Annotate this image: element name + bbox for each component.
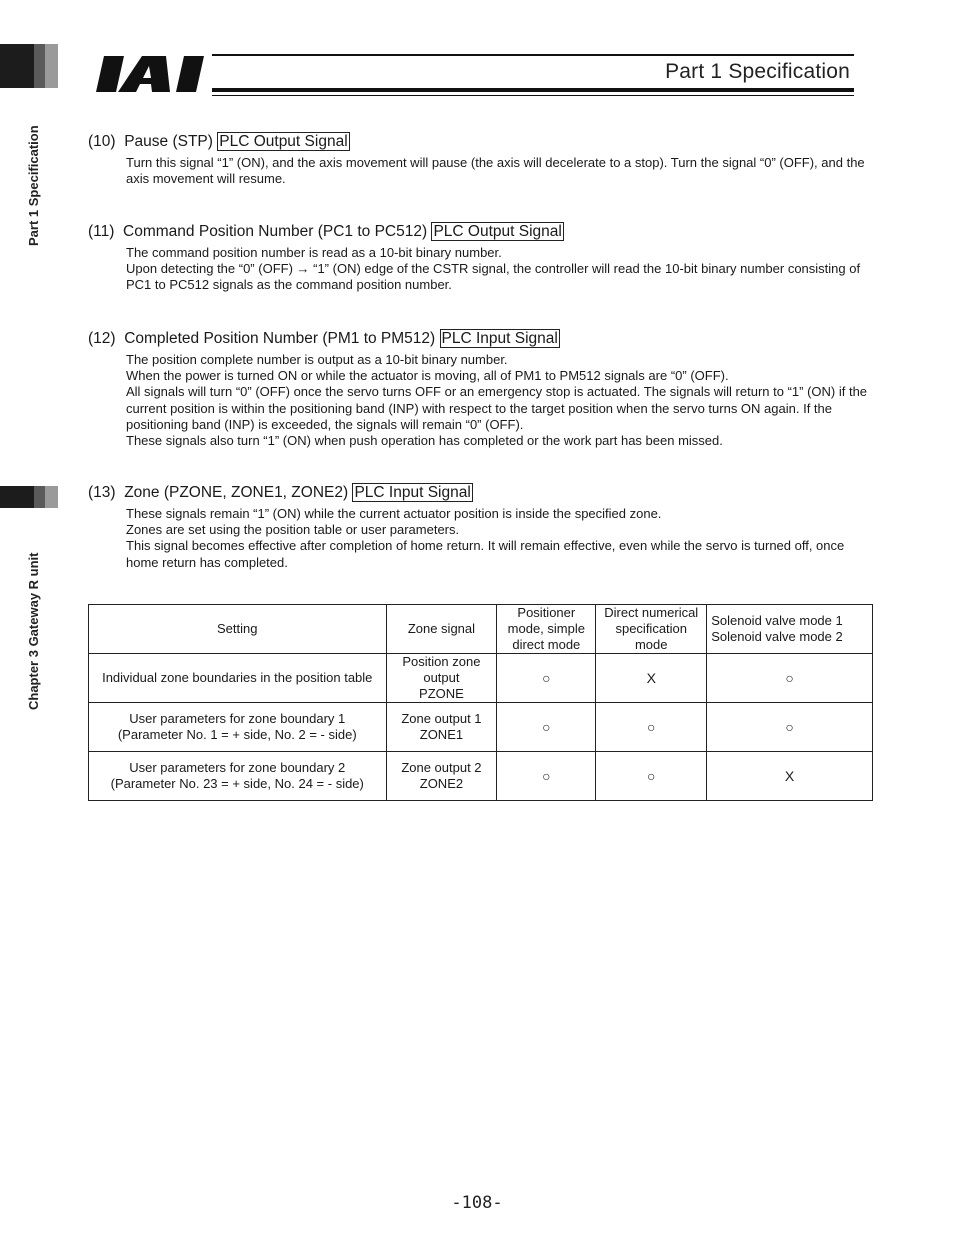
cell-zone-signal: Position zone output PZONE xyxy=(386,654,497,703)
table-row xyxy=(89,752,873,801)
table-row xyxy=(89,703,873,752)
header-zone-signal: Zone signal xyxy=(386,605,497,654)
signal-type-badge: PLC Input Signal xyxy=(441,330,558,347)
section-pause xyxy=(88,132,878,187)
section-body: These signals remain “1” (ON) while the current actuator position is inside the specified zone. Zones are set using the position table or user parameters. This signal becomes effective after completion of home return. It will remain effective, even while the servo is turned off, once home return has completed. xyxy=(126,506,845,570)
table-header-row xyxy=(89,605,873,654)
table-row xyxy=(89,654,873,703)
section-body: The command position number is read as a 10-bit binary number. Upon detecting the “0” (OFF) → “1” (ON) edge of the CSTR signal, the controller will read the 10-bit binary number consisting of PC1 to PC512 signals as the command position number. xyxy=(126,245,861,293)
cell-direct: X xyxy=(596,654,707,703)
cell-solenoid: ○ xyxy=(707,654,873,703)
page-title: Part 1 Specification xyxy=(665,60,850,83)
cell-setting: Individual zone boundaries in the position table xyxy=(89,654,387,703)
cell-solenoid: X xyxy=(707,752,873,801)
section-body: The position complete number is output as a 10-bit binary number. When the power is turned ON or while the actuator is moving, all of PM1 to PM512 signals are “0” (OFF). All signals will turn “0” (OFF) once the servo turns OFF or an emergency stop is actuated. The signals will return to “1” (ON) if the current position is within the positioning band (INP) with respect to the target position when the servo turns ON again. If the positioning band (INP) is exceeded, the signals will remain “0” (OFF). These signals also turn “1” (ON) when push operation has completed or the work part has been missed. xyxy=(126,352,868,449)
iai-logo xyxy=(96,50,212,98)
section-zone xyxy=(88,483,878,571)
chapter-tab-marker xyxy=(0,486,58,508)
header-rule-bottom xyxy=(212,88,854,92)
cell-zone-signal: Zone output 1 ZONE1 xyxy=(386,703,497,752)
section-title: (10) Pause (STP) PLC Output Signal xyxy=(88,133,348,150)
header-setting: Setting xyxy=(89,605,387,654)
header-rule-top xyxy=(212,54,854,56)
cell-direct: ○ xyxy=(596,752,707,801)
signal-type-badge: PLC Input Signal xyxy=(354,484,471,501)
side-label-chapter: Chapter 3 Gateway R unit xyxy=(26,552,41,710)
header-solenoid-mode: Solenoid valve mode 1 Solenoid valve mode 2 xyxy=(707,605,873,654)
section-title: (11) Command Position Number (PC1 to PC512) PLC Output Signal xyxy=(88,223,562,240)
signal-type-badge: PLC Output Signal xyxy=(219,133,348,150)
cell-positioner: ○ xyxy=(497,654,596,703)
section-title: (13) Zone (PZONE, ZONE1, ZONE2) PLC Input Signal xyxy=(88,484,471,501)
section-title: (12) Completed Position Number (PM1 to PM512) PLC Input Signal xyxy=(88,330,558,347)
section-body: Turn this signal “1” (ON), and the axis movement will pause (the axis will decelerate to a stop). Turn the signal “0” (OFF), and the axis movement will resume. xyxy=(126,155,865,187)
signal-type-badge: PLC Output Signal xyxy=(433,223,562,240)
cell-solenoid: ○ xyxy=(707,703,873,752)
page-number: -108- xyxy=(451,1193,503,1213)
section-completed-position xyxy=(88,329,878,449)
header-positioner-mode: Positioner mode, simple direct mode xyxy=(497,605,596,654)
header-direct-numerical-mode: Direct numerical specification mode xyxy=(596,605,707,654)
cell-direct: ○ xyxy=(596,703,707,752)
zone-signal-table xyxy=(88,604,873,801)
cell-setting: User parameters for zone boundary 2 (Parameter No. 23 = + side, No. 24 = - side) xyxy=(89,752,387,801)
cell-positioner: ○ xyxy=(497,703,596,752)
cell-zone-signal: Zone output 2 ZONE2 xyxy=(386,752,497,801)
side-label-part: Part 1 Specification xyxy=(26,125,41,246)
header-rule-thin xyxy=(212,95,854,96)
section-command-position xyxy=(88,222,878,294)
part-tab-marker xyxy=(0,44,58,88)
cell-positioner: ○ xyxy=(497,752,596,801)
cell-setting: User parameters for zone boundary 1 (Parameter No. 1 = + side, No. 2 = - side) xyxy=(89,703,387,752)
